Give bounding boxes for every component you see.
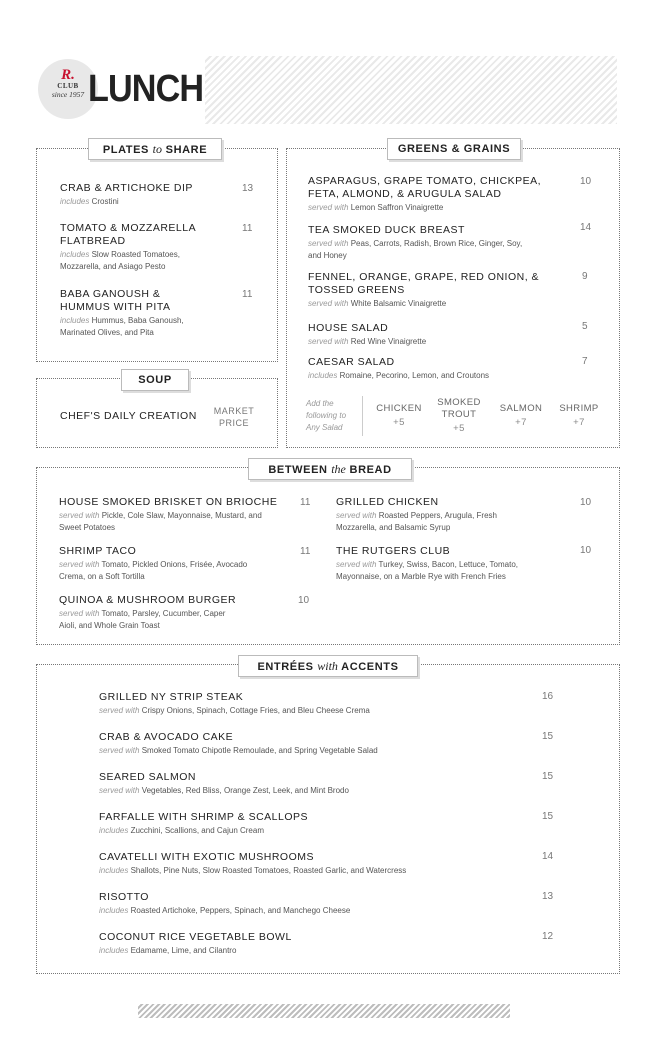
item-name: HOUSE SALAD bbox=[308, 322, 389, 334]
item-lead: served with bbox=[99, 706, 140, 715]
addon-price: +7 bbox=[573, 417, 585, 428]
item-description bbox=[60, 315, 210, 339]
item-lead: includes bbox=[60, 316, 90, 325]
item-price: 13 bbox=[542, 891, 554, 902]
item-description bbox=[99, 865, 519, 877]
addon-price: +7 bbox=[515, 417, 527, 428]
item-lead: served with bbox=[59, 560, 100, 569]
item-price: 11 bbox=[242, 289, 253, 300]
item-description bbox=[99, 745, 519, 757]
item-name: THE RUTGERS CLUB bbox=[336, 545, 451, 557]
item-price: 10 bbox=[580, 497, 592, 508]
item-lead: served with bbox=[308, 203, 349, 212]
item-lead: includes bbox=[60, 250, 90, 259]
item-price: 10 bbox=[298, 595, 310, 606]
item-name: CRAB & AVOCADO CAKE bbox=[99, 731, 234, 743]
menu-item bbox=[99, 931, 519, 957]
addon-name: CHICKEN bbox=[376, 403, 422, 414]
item-description bbox=[99, 705, 519, 717]
item-desc-text: Crispy Onions, Spinach, Cottage Fries, and Bleu Cheese Crema bbox=[141, 706, 370, 715]
item-description bbox=[308, 370, 568, 382]
menu-item bbox=[336, 496, 561, 534]
item-name: BABA GANOUSH & HUMMUS WITH PITA bbox=[60, 288, 171, 313]
heading-joiner: the bbox=[331, 462, 346, 476]
item-desc-text: Romaine, Pecorino, Lemon, and Croutons bbox=[339, 371, 490, 380]
addon-price: +5 bbox=[453, 423, 465, 434]
menu-item bbox=[308, 224, 523, 262]
item-desc-text: Shallots, Pine Nuts, Slow Roasted Tomatoes, Roasted Garlic, and Watercress bbox=[130, 866, 407, 875]
heading-suffix: GRAINS bbox=[463, 143, 511, 155]
heading-prefix: PLATES bbox=[102, 144, 149, 156]
item-lead: served with bbox=[308, 239, 349, 248]
item-price: 15 bbox=[542, 771, 554, 782]
item-description bbox=[99, 785, 519, 797]
item-desc-text: Smoked Tomato Chipotle Remoulade, and Spring Vegetable Salad bbox=[141, 746, 378, 755]
item-lead: served with bbox=[59, 609, 100, 618]
menu-item bbox=[336, 545, 561, 583]
item-desc-text: Crostini bbox=[91, 197, 119, 206]
item-description bbox=[59, 608, 239, 632]
item-name: ASPARAGUS, GRAPE TOMATO, CHICKPEA, FETA, ALMOND, & ARUGULA SALAD bbox=[308, 175, 542, 200]
item-price: 10 bbox=[580, 545, 592, 556]
menu-item bbox=[99, 771, 519, 797]
item-desc-text: Vegetables, Red Bliss, Orange Zest, Leek, and Mint Brodo bbox=[141, 786, 349, 795]
item-description bbox=[308, 336, 558, 348]
item-price: 10 bbox=[580, 176, 592, 187]
menu-item bbox=[60, 288, 210, 339]
item-lead: includes bbox=[99, 906, 129, 915]
page-title: LUNCH bbox=[88, 68, 204, 110]
item-name: CRAB & ARTICHOKE DIP bbox=[60, 182, 193, 194]
item-desc-text: Lemon Saffron Vinaigrette bbox=[350, 203, 444, 212]
item-name: FARFALLE WITH SHRIMP & SCALLOPS bbox=[99, 811, 309, 823]
item-name: RISOTTO bbox=[99, 891, 149, 903]
item-description bbox=[99, 825, 519, 837]
item-lead: served with bbox=[308, 337, 349, 346]
item-lead: includes bbox=[99, 946, 129, 955]
addon-name: SALMON bbox=[499, 403, 543, 414]
menu-item bbox=[60, 182, 210, 208]
item-description bbox=[59, 559, 259, 583]
addon-smoked-trout bbox=[430, 397, 488, 435]
item-price: 16 bbox=[542, 691, 554, 702]
addon-salmon bbox=[492, 403, 550, 429]
item-price: 13 bbox=[242, 183, 254, 194]
heading-suffix: SHARE bbox=[165, 144, 208, 156]
item-lead: includes bbox=[99, 866, 129, 875]
item-desc-text: Turkey, Swiss, Bacon, Lettuce, Tomato, Mayonnaise, on a Marble Rye with French Fries bbox=[336, 560, 519, 581]
item-price: 14 bbox=[542, 851, 554, 862]
footer-hatch-bar bbox=[138, 1004, 510, 1018]
item-price: 11 bbox=[242, 223, 253, 234]
item-description bbox=[59, 510, 269, 534]
heading-prefix: GREENS bbox=[397, 143, 448, 155]
item-name: CAESAR SALAD bbox=[308, 356, 395, 368]
item-price: 9 bbox=[582, 271, 588, 282]
greens-section-heading bbox=[387, 138, 521, 160]
menu-item bbox=[59, 594, 294, 632]
item-name: GRILLED NY STRIP STEAK bbox=[99, 691, 244, 703]
addon-name: SHRIMP bbox=[559, 403, 599, 414]
menu-item bbox=[60, 222, 210, 273]
item-desc-text: Slow Roasted Tomatoes, Mozzarella, and Asiago Pesto bbox=[60, 250, 180, 271]
item-lead: served with bbox=[336, 511, 377, 520]
item-desc-text: Tomato, Parsley, Cucumber, Caper Aioli, and Whole Grain Toast bbox=[59, 609, 226, 630]
heading-joiner: & bbox=[451, 143, 461, 155]
item-name: COCONUT RICE VEGETABLE BOWL bbox=[99, 931, 292, 943]
item-desc-text: Edamame, Lime, and Cilantro bbox=[130, 946, 237, 955]
heading-prefix: ENTRÉES bbox=[257, 661, 314, 673]
menu-item bbox=[308, 322, 558, 348]
item-price: 5 bbox=[582, 321, 588, 332]
item-desc-text: Peas, Carrots, Radish, Brown Rice, Ginger, Soy, and Honey bbox=[308, 239, 523, 260]
header-hatch-band bbox=[205, 56, 617, 124]
plates-section-heading bbox=[88, 138, 222, 160]
item-description bbox=[308, 298, 548, 310]
heading-joiner: with bbox=[317, 659, 338, 673]
heading-prefix: BETWEEN bbox=[268, 464, 328, 476]
item-desc-text: Pickle, Cole Slaw, Mayonnaise, Mustard, and Sweet Potatoes bbox=[59, 511, 262, 532]
addon-price: +5 bbox=[393, 417, 405, 428]
soup-section-heading bbox=[121, 369, 189, 391]
heading-suffix: BREAD bbox=[349, 464, 392, 476]
item-price: 15 bbox=[542, 731, 554, 742]
item-name: QUINOA & MUSHROOM BURGER bbox=[59, 594, 237, 606]
item-lead: served with bbox=[308, 299, 349, 308]
item-lead: served with bbox=[59, 511, 100, 520]
menu-item bbox=[59, 496, 294, 534]
menu-item bbox=[99, 891, 519, 917]
item-price: 15 bbox=[542, 811, 554, 822]
menu-item bbox=[308, 271, 548, 310]
addon-divider bbox=[362, 396, 363, 436]
item-description bbox=[60, 196, 210, 208]
item-description bbox=[308, 238, 523, 262]
item-description bbox=[336, 559, 551, 583]
menu-item bbox=[99, 731, 519, 757]
item-name: SHRIMP TACO bbox=[59, 545, 137, 557]
heading-joiner: to bbox=[152, 142, 162, 156]
item-price: 14 bbox=[580, 222, 592, 233]
addon-shrimp bbox=[550, 403, 608, 429]
item-description bbox=[60, 249, 210, 273]
logo-letter: R. bbox=[61, 67, 75, 83]
item-lead: served with bbox=[336, 560, 377, 569]
item-price: 11 bbox=[300, 497, 311, 508]
item-price: 7 bbox=[582, 356, 588, 367]
addon-chicken bbox=[370, 403, 428, 429]
item-lead: served with bbox=[99, 746, 140, 755]
heading-suffix: ACCENTS bbox=[341, 661, 399, 673]
item-desc-text: Roasted Peppers, Arugula, Fresh Mozzarella, and Balsamic Syrup bbox=[336, 511, 497, 532]
logo-since: since 1957 bbox=[51, 90, 85, 99]
item-description bbox=[99, 905, 519, 917]
menu-item bbox=[99, 851, 519, 877]
item-name: FENNEL, ORANGE, GRAPE, RED ONION, & TOSSED GREENS bbox=[308, 271, 540, 296]
addon-intro: Add the following to Any Salad bbox=[306, 399, 347, 432]
menu-item bbox=[308, 175, 558, 214]
menu-item bbox=[308, 356, 568, 382]
bread-section-heading bbox=[248, 458, 412, 480]
addon-name: SMOKED TROUT bbox=[437, 397, 481, 420]
item-lead: served with bbox=[99, 786, 140, 795]
item-description bbox=[308, 202, 558, 214]
item-lead: includes bbox=[99, 826, 129, 835]
item-name: CAVATELLI WITH EXOTIC MUSHROOMS bbox=[99, 851, 315, 863]
item-name: TOMATO & MOZZARELLA FLATBREAD bbox=[60, 222, 196, 247]
item-desc-text: Roasted Artichoke, Peppers, Spinach, and Manchego Cheese bbox=[130, 906, 351, 915]
heading-label: SOUP bbox=[138, 374, 172, 386]
entrees-section-heading bbox=[238, 655, 418, 677]
item-desc-text: Zucchini, Scallions, and Cajun Cream bbox=[130, 826, 264, 835]
item-name: TEA SMOKED DUCK BREAST bbox=[308, 224, 465, 236]
item-desc-text: Hummus, Baba Ganoush, Marinated Olives, and Pita bbox=[60, 316, 184, 337]
item-desc-text: Tomato, Pickled Onions, Frisée, Avocado Crema, on a Soft Tortilla bbox=[59, 560, 248, 581]
item-lead: includes bbox=[308, 371, 338, 380]
menu-item bbox=[59, 545, 294, 583]
item-name: GRILLED CHICKEN bbox=[336, 496, 439, 508]
soup-item-price: MARKET PRICE bbox=[213, 406, 255, 428]
item-description bbox=[99, 945, 519, 957]
item-price: 11 bbox=[300, 546, 311, 557]
menu-item bbox=[99, 811, 519, 837]
item-lead: includes bbox=[60, 197, 90, 206]
soup-item-name: CHEF'S DAILY CREATION bbox=[60, 410, 197, 422]
item-name: HOUSE SMOKED BRISKET ON BRIOCHE bbox=[59, 496, 278, 508]
logo-club: CLUB bbox=[57, 82, 79, 90]
item-desc-text: Red Wine Vinaigrette bbox=[350, 337, 427, 346]
menu-item bbox=[99, 691, 519, 717]
item-name: SEARED SALMON bbox=[99, 771, 196, 783]
item-price: 12 bbox=[542, 931, 554, 942]
item-description bbox=[336, 510, 506, 534]
item-desc-text: White Balsamic Vinaigrette bbox=[350, 299, 447, 308]
